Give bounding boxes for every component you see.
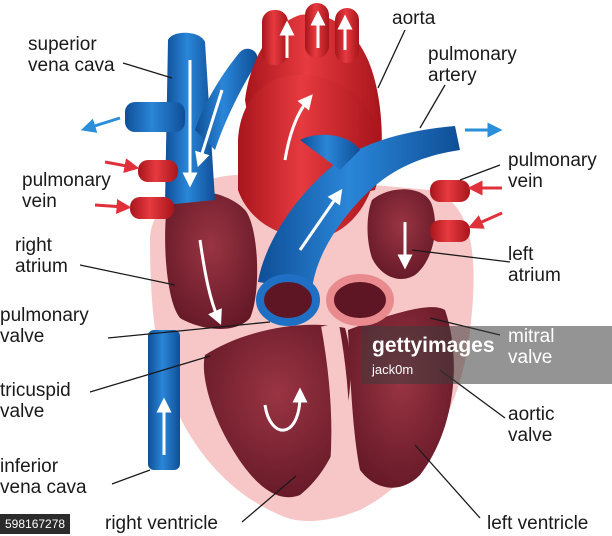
label-right-atrium: right atrium [15,235,68,277]
stock-id-badge: 598167278 [0,514,70,534]
pulmonary-vein-right-upper [430,180,470,202]
label-left-atrium: left atrium [508,244,561,286]
label-mitral-valve: mitral valve [508,326,555,368]
label-superior-vena-cava: superior vena cava [28,34,115,76]
pulmonary-vein-left-upper [138,160,178,182]
label-pulmonary-vein-left: pulmonary vein [22,170,111,212]
watermark-brand: gettyimages [372,334,495,357]
septum [330,325,340,500]
watermark-credit: jack0m [372,362,414,377]
label-left-ventricle: left ventricle [487,513,589,534]
watermark-banner [362,326,612,384]
pulmonary-vein-left-lower [130,197,174,219]
label-pulmonary-valve: pulmonary valve [0,305,89,347]
pulmonary-vein-right-lower [430,220,470,242]
label-pulmonary-vein-right: pulmonary vein [508,150,597,192]
pulmonary-valve-opening [260,278,316,322]
leader-left-ventricle [415,445,480,518]
aorta-branch-3 [335,8,359,63]
label-pulmonary-artery: pulmonary artery [428,44,517,86]
label-aortic-valve: aortic valve [508,404,555,446]
leader-pulmonary-artery [420,85,445,128]
external-arrow-red-right-2 [475,213,502,225]
pulmonary-vein-left-blue [125,102,185,132]
right-atrium-chamber [165,191,257,329]
external-arrow-blue-left [88,118,120,128]
leader-superior-vena-cava [123,63,172,78]
label-inferior-vena-cava: inferior vena cava [0,456,87,498]
aortic-valve-opening [330,278,390,322]
external-arrow-red-left-1 [105,162,132,167]
label-tricuspid-valve: tricuspid valve [0,380,71,422]
label-right-ventricle: right ventricle [105,513,218,534]
leader-aorta [378,30,405,88]
aorta-branch-1 [262,10,288,65]
label-aorta: aorta [392,8,436,29]
leader-pulmonary-vein-right [460,165,500,180]
leader-inferior-vena-cava [112,470,150,484]
